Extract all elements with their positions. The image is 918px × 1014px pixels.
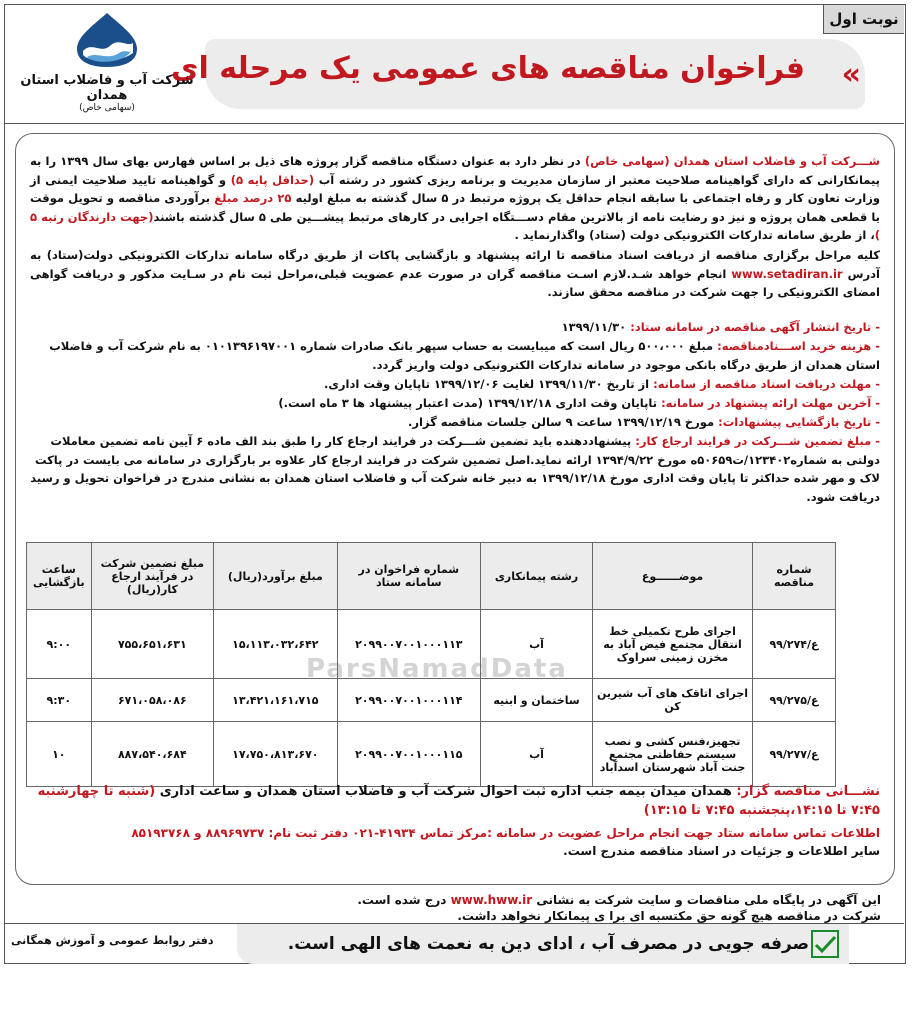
address-block [30,782,880,820]
office-hours: (شنبه تا چهارشنبه ۷:۴۵ تا ۱۴:۱۵،پنجشنبه ۷:۴۵ تا ۱۳:۱۵) [37,784,880,818]
company-lead: شـــرکت آب و فاضلاب استان همدان (سهامی خاص) [584,154,880,168]
title-banner [170,39,865,109]
item-publish-date [30,318,880,337]
item-value: ۱۳۹۹/۱۱/۳۰ [561,320,631,334]
cell-subject: اجرای اتاقک های آب شیرین کن [592,679,752,722]
cell-call-number: ۲۰۹۹۰۰۷۰۰۱۰۰۰۱۱۳ [337,610,480,679]
page-title: فراخوان مناقصه های عمومی یک مرحله ای [170,51,805,86]
notice-disclaimer: شرکت در مناقصه هیچ گونه حق مکتسبه ای برا ی پیمانکار نخواهد داشت. [457,909,881,923]
slogan-text: صرفه جویی در مصرف آب ، ادای دین به نعمت های الهی است. [287,934,809,954]
item-value: مورخ ۱۳۹۹/۱۲/۱۹ ساعت ۹ سالن جلسات مناقصه گزار. [407,415,719,429]
procedure-paragraph [30,246,880,302]
item-document-fee [30,337,880,374]
item-value: مبلغ ۵۰۰،۰۰۰ ریال است که میبایست به حساب سپهر بانک صادرات شماره ۰۱۰۱۳۹۶۱۹۷۰۰۱ به نام شرکت آب و فاضلاب استان همدان از طریق درگاه بانکی موجود در سامانه تدارکات الکترونیکی دولت واریز گردد. [49,339,880,372]
intro-paragraph [30,152,880,245]
company-type: (سهامی خاص) [79,103,135,113]
cell-guarantee: ۶۷۱،۰۵۸،۰۸۶ [91,679,214,722]
item-label: - مبلغ تضمین شـــرکت در فرایند ارجاع کار: [635,434,880,448]
intro-text-b: و گواهینامه تایید صلاحیت ایمنی از وزارت تعاون کار و رفاه اجتماعی با سابقه انجام حداقل یک پروژه مرتبط در ۵ سال گذشته به مبلغ اولیه [30,172,880,205]
header [5,5,904,124]
pr-office: دفتر روابط عمومی و آموزش همگانی [11,934,214,947]
item-guarantee [30,432,880,506]
address-text: همدان میدان بیمه جنب اداره ثبت احوال شرکت آب و فاضلاب استان همدان و ساعت اداری [155,784,737,799]
intro-text-a: در نظر دارد به عنوان دستگاه مناقصه گزار پروژه های ذیل بر اساس فهارس بهای سال ۱۳۹۹ را به پیمانکارانی که دارای گواهینامه صلاحیت معتبر از سازمان مدیریت و برنامه ریزی کشور در رشته آب [30,154,880,187]
contact-center: مرکز تماس ۴۱۹۳۴-۰۲۱ دفتر ثبت نام: [268,826,488,840]
cell-field: آب [481,722,593,787]
item-value: پیشنهاددهنده باید تضمین شـــرکت در فرایند ارجاع کار را طبق بند الف ماده ۶ آیین نامه تضمین معاملات دولتی به شماره۱۲۳۴۰۲/ت۵۰۶۵۹ه مورخ ۱۳۹۴/۹/۲۲ ارائه نماید.اصل تضمین شرکت در فرایند ارجاع کار علاوه بر بارگزاری در سامانه می بایست در پاکت لاک و مهر شده حداکثر تا پایان وقت اداری مورخ ۱۳۹۹/۱۲/۱۸ به دبیر خانه شرکت آب و فاضلاب استان همدان به نشانی مندرج در فراخوان تحویل و رسید دریافت شود. [30,434,880,504]
col-subject: موضــــــوع [592,543,752,610]
item-label: - هزینه خرید اســـنادمناقصه: [717,339,880,353]
table-row [27,679,836,722]
cell-guarantee: ۷۵۵،۶۵۱،۶۳۱ [91,610,214,679]
cell-call-number: ۲۰۹۹۰۰۷۰۰۱۰۰۰۱۱۵ [337,722,480,787]
procedure-text-b: انجام خواهد شـد.لازم اسـت مناقصه گران در صورت عدم عضویت قبلی،مراحل ثبت نام در سـایت مذکور و دریافت گواهی امضای الکترونیکی را جهت شرکت در مناقصه محقق سازند. [30,266,880,299]
cell-opening-time: ۹:۳۰ [27,679,92,722]
nobat-badge: نوبت اول [823,5,904,34]
item-label: - تاریخ انتشار آگهی مناقصه در سامانه ستاد: [630,320,880,334]
item-submit-deadline [30,394,880,413]
cell-tender-number: ع/۹۹/۲۷۵ [753,679,836,722]
item-label: - تاریخ بازگشایی پیشنهادات: [718,415,880,429]
procedure-text-a: کلیه مراحل برگزاری مناقصه از دریافت اسناد مناقصه تا ارائه پیشنهاد و بازگشایی پاکات از طریق درگاه سامانه تدارکات الکترونیکی دولت(ستاد) به آدرس [30,248,881,281]
contact-block [30,824,880,843]
contact-note: سایر اطلاعات و جزئیات در اسناد مناقصه مندرج است. [563,844,880,858]
checkmark-icon [811,930,839,958]
contact-phones: ۸۸۹۶۹۷۳۷ و ۸۵۱۹۳۷۶۸ [131,826,269,840]
col-opening-time: ساعت بازگشایی [27,543,92,610]
table-header-row [27,543,836,610]
address-label: نشـــانی مناقصه گزار: [736,784,880,799]
intro-percent: ۲۵ درصد مبلغ [214,191,292,205]
col-field: رشته پیمانکاری [481,543,593,610]
contact-label: اطلاعات تماس سامانه ستاد جهت انجام مراحل عضویت در سامانه : [487,826,880,840]
tender-table [26,542,836,787]
notice-text-b: درج شده است. [357,893,451,907]
table-row [27,722,836,787]
content-box [15,133,895,885]
notice-text-a: این آگهی در پایگاه ملی مناقصات و سایت شرکت به نشانی [532,893,881,907]
cell-field: آب [481,610,593,679]
footer [5,923,904,966]
col-estimate: مبلغ برآورد(ریال) [214,543,337,610]
intro-rank-note: (جهت دارندگان رتبه ۵ ) [30,209,880,242]
intro-text-d: ، از طریق سامانه تدارکات الکترونیکی دولت (ستاد) واگذارنماید . [514,228,875,242]
company-name: شرکت آب و فاضلاب استان همدان [20,73,194,103]
chevron-icon: « [841,57,853,92]
col-tender-number: شماره مناقصه [753,543,836,610]
company-logo [17,11,197,119]
item-value: تاپایان وقت اداری ۱۳۹۹/۱۲/۱۸ (مدت اعتبار پیشنهاد ها ۳ ماه است.) [278,396,662,410]
intro-text-c: برآوردی مناقصه و تحویل موقت یا قطعی همان پروژه و نیز دو رضایت نامه از بالاترین مقام دســـتگاه اجرایی در کارهای مرتبط پیشـــین طی ۵ سال گذشته باشند [30,191,880,224]
cell-subject: تجهیز،فنس کشی و نصب سیستم حفاظتی مجتمع جنت آباد شهرستان اسدآباد [592,722,752,787]
cell-opening-time: ۱۰ [27,722,92,787]
table-row [27,610,836,679]
cell-estimate: ۱۵،۱۱۳،۰۳۲،۶۴۲ [214,610,337,679]
col-call-number: شماره فراخوان در سامانه ستاد [337,543,480,610]
cell-tender-number: ع/۹۹/۲۷۷ [753,722,836,787]
cell-estimate: ۱۳،۴۲۱،۱۶۱،۷۱۵ [214,679,337,722]
cell-tender-number: ع/۹۹/۲۷۴ [753,610,836,679]
water-drop-icon [69,11,145,69]
intro-base-requirement: (حداقل پایه ۵) [230,172,315,187]
col-guarantee: مبلغ تضمین شرکت در فرآیند ارجاع کار(ریال) [91,543,214,610]
item-label: - آخرین مهلت ارائه پیشنهاد در سامانه: [661,396,880,410]
item-label: - مهلت دریافت اسناد مناقصه از سامانه: [653,377,880,391]
watermark: ParsNamadData [306,654,568,684]
cell-estimate: ۱۷،۷۵۰،۸۱۳،۶۷۰ [214,722,337,787]
item-receive-deadline [30,375,880,394]
hww-link[interactable]: www.hww.ir [450,893,533,907]
item-opening-date [30,413,880,432]
cell-opening-time: ۹:۰۰ [27,610,92,679]
cell-guarantee: ۸۸۷،۵۴۰،۶۸۴ [91,722,214,787]
setad-link[interactable]: www.setadiran.ir [731,266,843,281]
item-value: از تاریخ ۱۳۹۹/۱۱/۳۰ لغایت ۱۳۹۹/۱۲/۰۶ تاپایان وقت اداری. [324,377,654,391]
cell-subject: اجرای طرح تکمیلی خط انتقال مجتمع فیض آباد به مخزن زمینی سراوک [592,610,752,679]
advertisement-frame [4,4,906,964]
cell-field: ساختمان و ابنیه [481,679,593,722]
cell-call-number: ۲۰۹۹۰۰۷۰۰۱۰۰۰۱۱۴ [337,679,480,722]
slogan-banner [237,924,849,964]
